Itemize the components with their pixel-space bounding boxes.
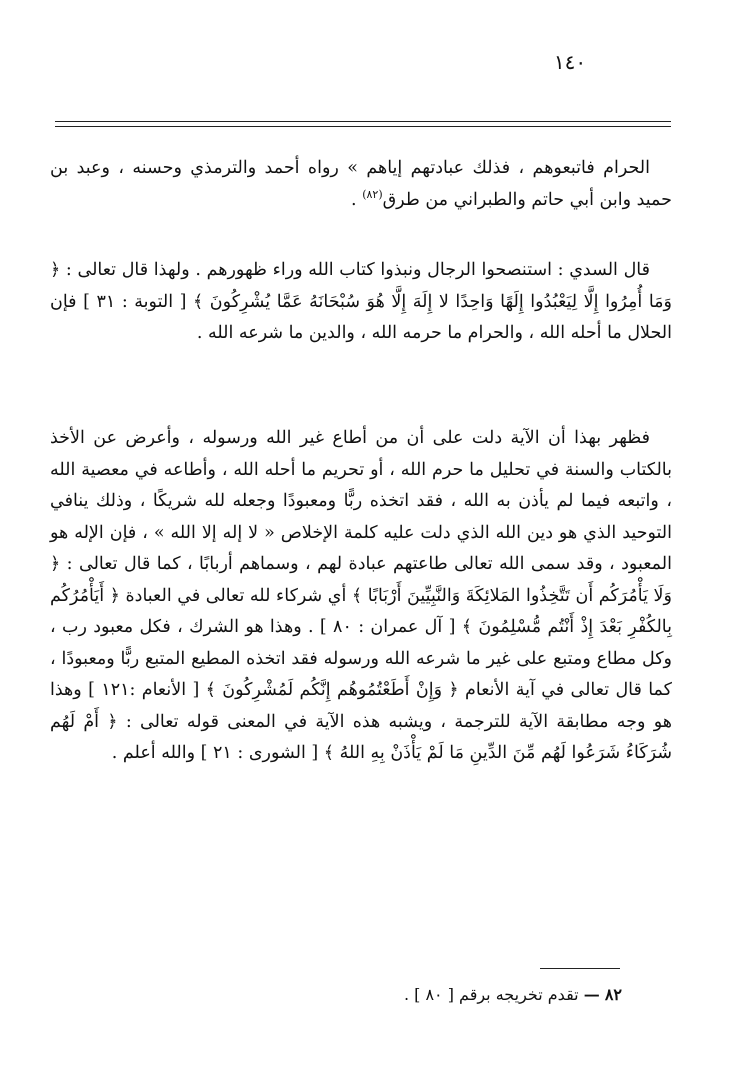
footnote-text: تقدم تخريجه برقم [ ٨٠ ] . <box>403 985 579 1004</box>
footnote-number: ٨٢ <box>604 985 622 1004</box>
paragraph-3: فظهر بهذا أن الآية دلت على أن من أطاع غير الله ورسوله ، وأعرض عن الأخذ بالكتاب والسنة في تحليل ما حرم الله ، أو تحريم ما أحله الله ، وأطاعه في معصية الله ، واتبعه فيما لم يأذن به الله ، فقد اتخذه ربًّا ومعبودًا وجعله لله شريكًا ، وذلك ينافي التوحيد الذي هو دين الله الذي دلت عليه كلمة الإخلاص « لا إله إلا الله » ، فإن الإله هو المعبود ، وقد سمى الله تعالى طاعتهم عبادة لهم ، وسماهم أربابًا ، كما قال تعالى : ﴿ وَلَا يَأْمُرَكُم أَن تَتَّخِذُوا المَلائِكَةَ وَالنَّبِيِّينَ أَرْبَابًا ﴾ أي شركاء لله تعالى في العبادة ﴿ أَيَأْمُرُكُم بِالكُفْرِ بَعْدَ إِذْ أَنْتُم مُّسْلِمُونَ ﴾ [ آل عمران : ٨٠ ] . وهذا هو الشرك ، فكل معبود رب ، وكل مطاع ومتبع على غير ما شرعه الله ورسوله فقد اتخذه المطيع المتبع ربًّا ومعبودًا ، كما قال تعالى في آية الأنعام ﴿ وَإِنْ أَطَعْتُمُوهُم إِنَّكُم لَمُشْرِكُونَ ﴾ [ الأنعام :١٢١ ] وهذا هو وجه مطابقة الآية للترجمة ، ويشبه هذه الآية في المعنى قوله تعالى : ﴿ أَمْ لَهُم شُرَكَاءُ شَرَعُوا لَهُم مِّنَ الدِّينِ مَا لَمْ يَأْذَنْ بِهِ اللهُ ﴾ [ الشورى : ٢١ ] والله أعلم . <box>50 428 672 763</box>
footnote-dash: — <box>583 985 600 1004</box>
paragraph-1-text: الحرام فاتبعوهم ، فذلك عبادتهم إياهم » رواه أحمد والترمذي وحسنه ، وعبد بن حميد وابن أبي حاتم والطبراني من طرق <box>50 158 672 210</box>
paragraph-1 <box>50 153 672 216</box>
header-rule-second <box>55 126 671 127</box>
paragraph-1-end: . <box>351 189 357 210</box>
paragraph-2: قال السدي : استنصحوا الرجال ونبذوا كتاب الله وراء ظهورهم . ولهذا قال تعالى : ﴿ وَمَا أُمِرُوا إِلَّا لِيَعْبُدُوا إِلَهًا وَاحِدًا لا إِلَهَ إِلَّا هُوَ سُبْحَانَهُ عَمَّا يُشْرِكُونَ ﴾ [ التوبة : ٣١ ] فإن الحلال ما أحله الله ، والحرام ما حرمه الله ، والدين ما شرعه الله . <box>50 260 672 343</box>
footnote-reference: (٨٢) <box>362 187 383 201</box>
footnote-separator <box>540 968 620 969</box>
page-number: ١٤٠ <box>553 50 587 74</box>
header-rule <box>55 121 671 122</box>
footnote <box>300 985 622 1004</box>
